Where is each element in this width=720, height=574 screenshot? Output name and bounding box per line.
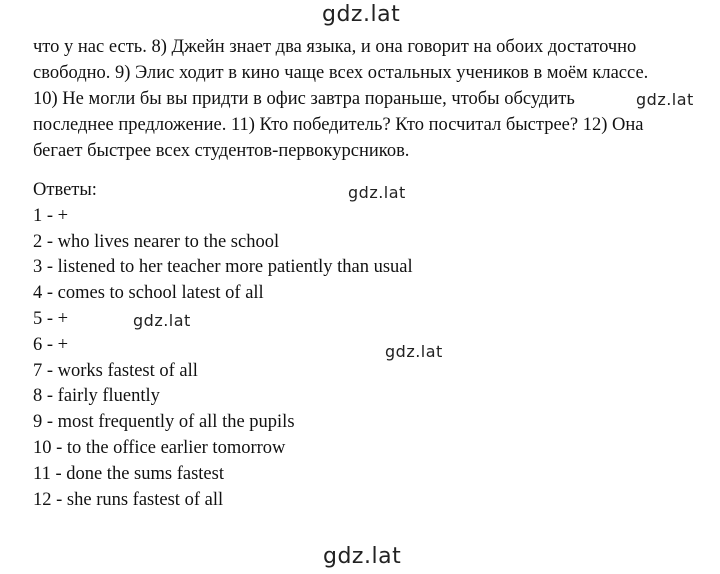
watermark-inline: gdz.lat xyxy=(385,342,443,361)
watermark-bottom: gdz.lat xyxy=(323,544,402,569)
answer-item: 10 - to the office earlier tomorrow xyxy=(33,437,286,458)
answer-item: 5 - + xyxy=(33,308,69,329)
paragraph-line: последнее предложение. 11) Кто победитель? Кто посчитал быстрее? 12) Она xyxy=(33,115,644,135)
answer-item: 6 - + xyxy=(33,334,69,355)
watermark-inline: gdz.lat xyxy=(348,183,406,202)
answer-item: 12 - she runs fastest of all xyxy=(33,489,224,510)
answer-item: 4 - comes to school latest of all xyxy=(33,283,264,304)
answers-title: Ответы: xyxy=(33,180,97,200)
paragraph-line: что у нас есть. 8) Джейн знает два языка, и она говорит на обоих достаточно xyxy=(33,37,637,57)
paragraph-line: 10) Не могли бы вы придти в офис завтра пораньше, чтобы обсудить xyxy=(33,89,575,109)
watermark-inline: gdz.lat xyxy=(133,311,191,330)
answer-item: 11 - done the sums fastest xyxy=(33,463,224,484)
watermark-inline: gdz.lat xyxy=(636,90,694,109)
answer-item: 2 - who lives nearer to the school xyxy=(33,231,280,252)
answers-list xyxy=(33,178,413,513)
answer-item: 3 - listened to her teacher more patiently than usual xyxy=(33,257,413,278)
answer-item: 1 - + xyxy=(33,205,69,226)
answer-item: 8 - fairly fluently xyxy=(33,386,160,407)
exercise-paragraph xyxy=(33,34,715,164)
paragraph-line: свободно. 9) Элис ходит в кино чаще всех остальных учеников в моём классе. xyxy=(33,63,649,83)
answer-item: 9 - most frequently of all the pupils xyxy=(33,412,295,433)
answer-item: 7 - works fastest of all xyxy=(33,360,198,381)
paragraph-line: бегает быстрее всех студентов-первокурсников. xyxy=(33,141,410,161)
watermark-top: gdz.lat xyxy=(322,2,401,27)
